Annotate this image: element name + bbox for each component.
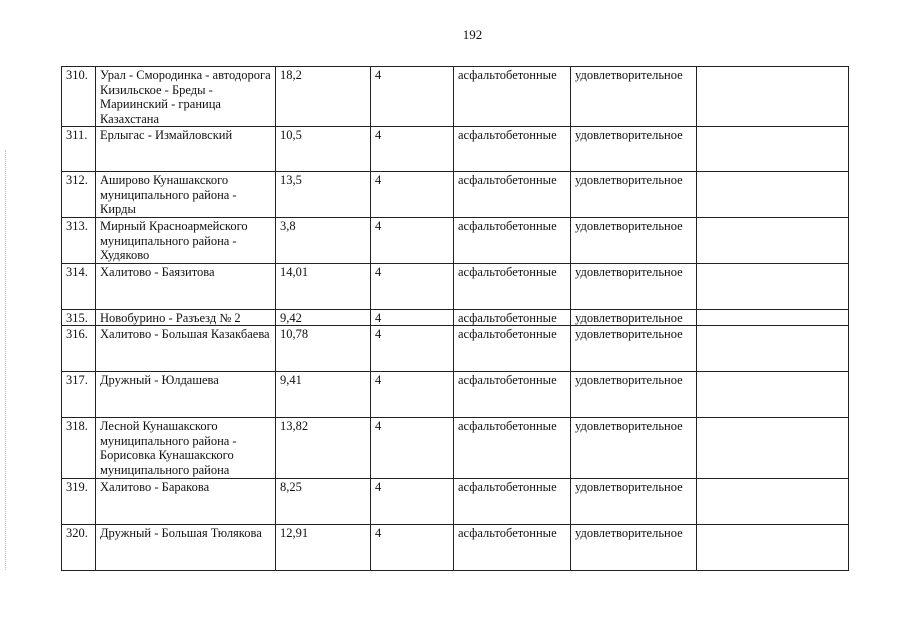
- road-length: 18,2: [276, 67, 371, 127]
- road-name: Дружный - Юлдашева: [96, 372, 276, 418]
- empty-cell: [697, 479, 849, 525]
- row-number: 318.: [62, 418, 96, 479]
- road-condition: удовлетворительное: [571, 127, 697, 172]
- road-length: 9,41: [276, 372, 371, 418]
- empty-cell: [697, 67, 849, 127]
- empty-cell: [697, 326, 849, 372]
- empty-cell: [697, 172, 849, 218]
- row-number: 314.: [62, 263, 96, 309]
- road-length: 13,82: [276, 418, 371, 479]
- table-row: [62, 67, 849, 127]
- table-row: [62, 263, 849, 309]
- road-category: 4: [371, 372, 454, 418]
- table-row: [62, 127, 849, 172]
- road-length: 9,42: [276, 309, 371, 326]
- row-number: 317.: [62, 372, 96, 418]
- road-surface: асфальтобетонные: [454, 326, 571, 372]
- road-category: 4: [371, 172, 454, 218]
- road-name: Халитово - Большая Казакбаева: [96, 326, 276, 372]
- empty-cell: [697, 263, 849, 309]
- road-name: Халитово - Баязитова: [96, 263, 276, 309]
- road-condition: удовлетворительное: [571, 309, 697, 326]
- row-number: 320.: [62, 525, 96, 571]
- road-surface: асфальтобетонные: [454, 372, 571, 418]
- table-row: [62, 525, 849, 571]
- road-length: 13,5: [276, 172, 371, 218]
- road-length: 8,25: [276, 479, 371, 525]
- road-name: Дружный - Большая Тюлякова: [96, 525, 276, 571]
- table-row: [62, 326, 849, 372]
- row-number: 312.: [62, 172, 96, 218]
- road-length: 3,8: [276, 218, 371, 264]
- row-number: 315.: [62, 309, 96, 326]
- road-name: Новобурино - Разъезд № 2: [96, 309, 276, 326]
- road-condition: удовлетворительное: [571, 418, 697, 479]
- scan-edge-divider: [5, 150, 6, 570]
- road-condition: удовлетворительное: [571, 263, 697, 309]
- row-number: 311.: [62, 127, 96, 172]
- road-length: 12,91: [276, 525, 371, 571]
- road-surface: асфальтобетонные: [454, 218, 571, 264]
- road-name: Аширово Кунашакского муниципального района - Кирды: [96, 172, 276, 218]
- road-category: 4: [371, 218, 454, 264]
- empty-cell: [697, 372, 849, 418]
- row-number: 313.: [62, 218, 96, 264]
- road-condition: удовлетворительное: [571, 372, 697, 418]
- road-name: Лесной Кунашакского муниципального района - Борисовка Кунашакского муниципального района: [96, 418, 276, 479]
- empty-cell: [697, 309, 849, 326]
- empty-cell: [697, 418, 849, 479]
- empty-cell: [697, 218, 849, 264]
- road-surface: асфальтобетонные: [454, 309, 571, 326]
- road-category: 4: [371, 263, 454, 309]
- road-category: 4: [371, 479, 454, 525]
- road-category: 4: [371, 309, 454, 326]
- road-surface: асфальтобетонные: [454, 525, 571, 571]
- road-surface: асфальтобетонные: [454, 172, 571, 218]
- table-row: [62, 418, 849, 479]
- road-condition: удовлетворительное: [571, 479, 697, 525]
- table-row: [62, 172, 849, 218]
- table-row: [62, 479, 849, 525]
- road-name: Халитово - Баракова: [96, 479, 276, 525]
- table-row: [62, 372, 849, 418]
- road-registry-table: [61, 66, 849, 571]
- road-condition: удовлетворительное: [571, 326, 697, 372]
- road-condition: удовлетворительное: [571, 218, 697, 264]
- row-number: 316.: [62, 326, 96, 372]
- road-condition: удовлетворительное: [571, 172, 697, 218]
- road-category: 4: [371, 127, 454, 172]
- row-number: 319.: [62, 479, 96, 525]
- road-surface: асфальтобетонные: [454, 479, 571, 525]
- road-surface: асфальтобетонные: [454, 127, 571, 172]
- road-length: 10,78: [276, 326, 371, 372]
- road-name: Урал - Смородинка - автодорога Кизильское - Бреды - Мариинский - граница Казахстана: [96, 67, 276, 127]
- empty-cell: [697, 127, 849, 172]
- road-surface: асфальтобетонные: [454, 418, 571, 479]
- road-surface: асфальтобетонные: [454, 67, 571, 127]
- page-number: 192: [462, 27, 483, 42]
- road-length: 10,5: [276, 127, 371, 172]
- road-category: 4: [371, 525, 454, 571]
- table-row: [62, 218, 849, 264]
- road-category: 4: [371, 67, 454, 127]
- road-surface: асфальтобетонные: [454, 263, 571, 309]
- road-condition: удовлетворительное: [571, 67, 697, 127]
- road-category: 4: [371, 326, 454, 372]
- road-category: 4: [371, 418, 454, 479]
- empty-cell: [697, 525, 849, 571]
- road-length: 14,01: [276, 263, 371, 309]
- row-number: 310.: [62, 67, 96, 127]
- table-row: [62, 309, 849, 326]
- road-condition: удовлетворительное: [571, 525, 697, 571]
- road-name: Мирный Красноармейского муниципального района - Худяково: [96, 218, 276, 264]
- road-name: Ерлыгас - Измайловский: [96, 127, 276, 172]
